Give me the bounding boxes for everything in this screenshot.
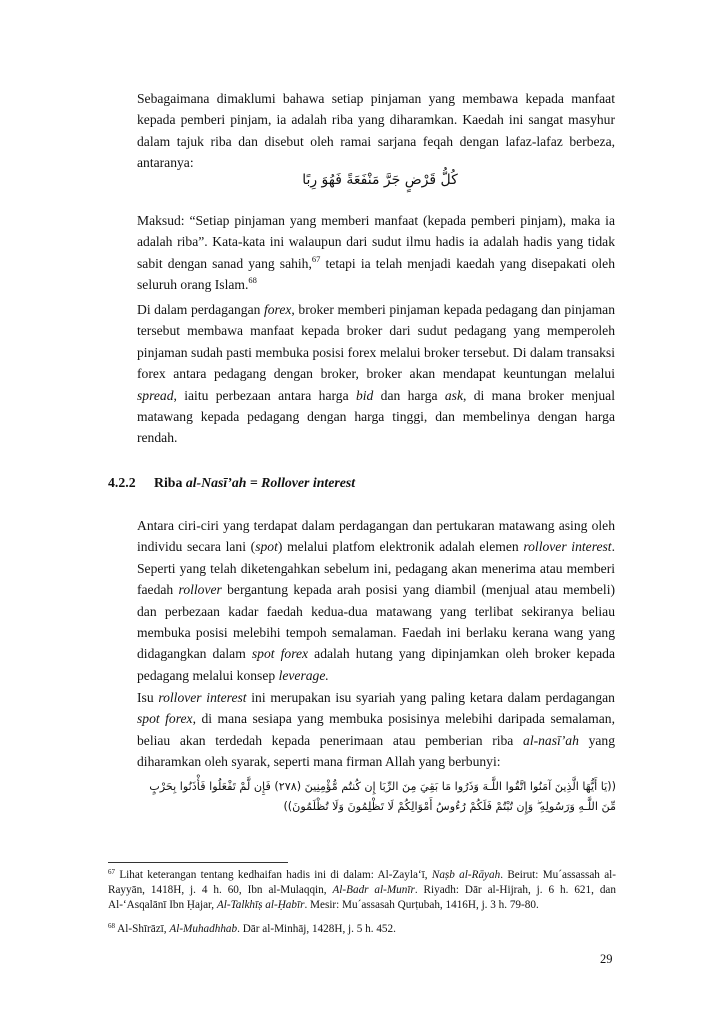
italic-term: al-nasī’ah [523,732,579,748]
paragraph-text: . Seperti yang telah diketengahkan sebelum ini, pedagang akan menerima atau memberi faedah [137,539,615,598]
section-number: 4.2.2 [108,475,136,490]
paragraph-riba-principle [137,88,615,174]
section-title [154,475,355,490]
footnote-ref-67[interactable]: 67 [311,253,321,264]
paragraph-text: yang diharamkan oleh syarak, seperti mana firman Allah yang berbunyi: [137,732,615,770]
italic-title: Al-Badr al-Munīr [332,884,415,897]
paragraph-text: bergantung kepada arah posisi yang diambil (menjual atau membeli) dan perbezaan kadar faedah kedua-dua matawang yang terlibat sekiranya beliau membuka posisi melebihi tempoh semalaman. Faedah ini berlaku kerana wang yang didagangkan dalam [137,582,616,662]
footnote-text: . Beirut: Mu´assassah al-Rayyān, 1418H, j. 4 h. 60, Ibn al-Mulaqqin, [108,869,616,897]
footnote-67 [108,868,616,914]
paragraph-text: Sebagaimana dimaklumi bahawa setiap pinjaman yang membawa kepada manfaat kepada pemberi pinjam, ia adalah riba yang diharamkan. Kaedah ini sangat masyhur dalam tajuk riba dan disebut oleh ramai sarjana feqah dengan lafaz-lafaz berbeza, antaranya: [137,91,615,171]
footnote-ref-68[interactable]: 68 [248,275,257,286]
italic-term: spot forex [137,711,193,727]
italic-term: rollover interest [523,539,612,555]
quran-verse [112,777,616,817]
section-title-plain: Riba [154,475,186,490]
section-title-italic: al-Nasī’ah = Rollover interest [185,475,356,490]
italic-title: Al-Talkhīṣ al-Ḥabīr [216,899,305,912]
italic-term: spread [137,387,174,403]
italic-term: ask [444,387,463,403]
footnote-divider [108,862,288,863]
paragraph-maksud [137,210,615,296]
footnote-text: Lihat keterangan tentang kedhaifan hadis ini di dalam: Al-Zayla‘ī, [115,869,432,881]
footnote-text: . Dār al-Minhāj, 1428H, j. 5 h. 452. [237,923,396,935]
quran-line: مِّنَ اللَّـهِ وَرَسُولِهِ ۖ وَإِن تُبْتُمْ فَلَكُمْ رُءُوسُ أَمْوَالِكُمْ لَا تَظْلِمُونَ وَلَا تُظْلَمُونَ)) [283,800,616,813]
paragraph-forex-broker [137,299,615,449]
paragraph-text: tetapi ia telah menjadi kaedah yang disepakati oleh seluruh orang Islam. [137,255,615,293]
italic-term: leverage. [278,667,329,683]
paragraph-rollover-issue [137,687,615,773]
italic-term: spot forex [251,646,309,662]
italic-term: spot [255,539,278,555]
paragraph-text: ini merupakan isu syariah yang paling ketara dalam perdagangan [246,690,615,705]
footnote-text: . Mesir: Mu´assasah Qurṭubah, 1416H, j. 3 h. 79-80. [304,899,539,912]
italic-term: rollover [178,582,222,598]
footnote-text: . Riyadh: Dār al-Hijrah, j. 6 h. 621, dan Al-‘Asqalānī Ibn Ḥajar, [108,884,616,912]
page-number: 29 [600,952,613,966]
paragraph-text: ) melalui platfom elektronik adalah elemen [277,539,524,555]
italic-term: rollover interest [158,690,247,705]
italic-title: Al-Muhadhhab [169,923,238,935]
paragraph-rollover [137,515,615,686]
paragraph-text: , iaitu perbezaan antara harga [173,387,356,403]
footnote-68 [108,922,616,937]
paragraph-text: , di mana broker menjual matawang kepada pedagang dengan harga tinggi, dan membelinya dengan harga rendah. [137,387,615,446]
quran-line: ((يَا أَيُّهَا الَّذِينَ آمَنُوا اتَّقُوا اللَّـهَ وَذَرُوا مَا بَقِيَ مِنَ الرِّبَا إِن كُنتُم مُّؤْمِنِينَ (٢٧٨) فَإِن لَّمْ تَفْعَلُوا فَأْذَنُوا بِحَرْبٍ [149,780,616,793]
paragraph-text: Di dalam perdagangan [137,302,264,317]
paragraph-text: Isu [137,690,159,705]
paragraph-text: dan harga [373,387,445,403]
paragraph-text: , broker memberi pinjaman kepada pedagang dan pinjaman tersebut membawa manfaat kepada broker dari sudut pedagang yang memperoleh pinjaman sudah pasti membuka posisi forex melalui broker tersebut. Di dalam transaksi forex antara pedagang dengan broker, broker akan mendapat keuntungan melalui [137,302,616,382]
paragraph-text: Antara ciri-ciri yang terdapat dalam perdagangan dan pertukaran matawang asing oleh individu secara lani ( [137,518,615,555]
footnote-number: 67 [108,868,115,876]
paragraph-text: Maksud: “Setiap pinjaman yang memberi manfaat (kepada pemberi pinjam), maka ia adalah riba”. Kata-kata ini walaupun dari sudut ilmu hadis ia adalah hadis yang tidak sabit dengan sanad yang sahih, [137,213,615,271]
footnote-text: Al-Shīrāzī, [115,923,170,935]
italic-term: bid [355,387,374,403]
section-heading [108,475,355,491]
paragraph-text: , di mana sesiapa yang membuka posisinya melebihi daripada semalaman, beliau akan terdedah kepada penerimaan atau pemberian riba [137,711,615,748]
arabic-maxim: كُلُّ قَرْضٍ جَرَّ مَنْفَعَةً فَهُوَ رِبًا [302,172,458,188]
italic-title: Naṣb al-Rāyah [431,869,501,881]
footnote-number: 68 [108,922,115,930]
paragraph-text: adalah hutang yang dipinjamkan oleh broker kepada pedagang melalui konsep [137,646,615,683]
italic-term: forex [263,302,292,317]
